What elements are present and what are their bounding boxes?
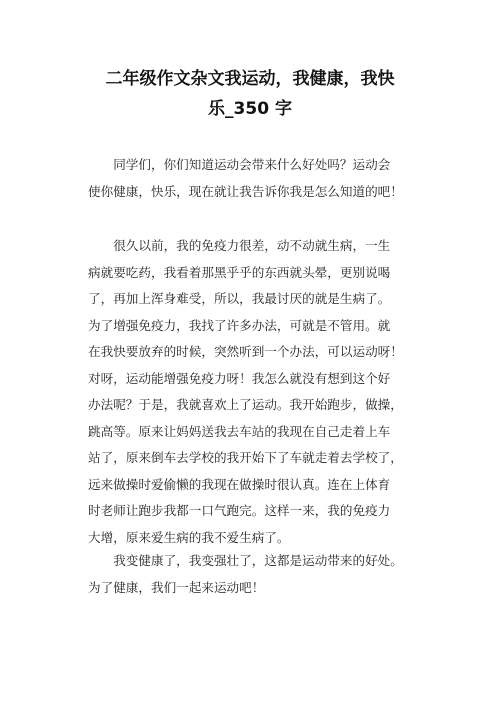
paragraph-line: 在我快要放弃的时候，突然听到一个办法，可以运动呀！ (88, 344, 403, 359)
paragraph-body (88, 233, 418, 551)
paragraph-line: 了，再加上浑身难受，所以，我最讨厌的就是生病了。 (88, 291, 391, 306)
paragraph-line: 站了，原来倒车去学校的我开始下了车就走着去学校了， (88, 450, 403, 465)
paragraph-line: 跳高等。原来让妈妈送我去车站的我现在自己走着上车 (88, 423, 391, 439)
paragraph-line: 时老师让跑步我都一口气跑完。这样一来，我的免疫力 (88, 503, 391, 518)
document-title-line-2: 乐_350 字 (208, 99, 292, 119)
paragraph-intro (88, 152, 418, 205)
paragraph-conclusion (88, 548, 418, 601)
paragraph-line: 使你健康，快乐，现在就让我告诉你我是怎么知道的吧！ (88, 183, 403, 199)
paragraph-line: 病就要吃药，我看着那黑乎乎的东西就头晕，更别说喝 (88, 264, 391, 280)
paragraph-line: 为了健康，我们一起来运动吧！ (88, 579, 265, 595)
document-title-line-1: 二年级作文杂文我运动，我健康，我快 (105, 69, 395, 89)
paragraph-line: 对呀，运动能增强免疫力呀！我怎么就没有想到这个好 (88, 370, 391, 386)
paragraph-line: 远来做操时爱偷懒的我现在做操时很认真。连在上体育 (88, 476, 391, 492)
paragraph-line: 同学们，你们知道运动会带来什么好处吗？运动会 (88, 157, 391, 172)
paragraph-line: 很久以前，我的免疫力很差，动不动就生病，一生 (88, 238, 391, 253)
paragraph-line: 为了增强免疫力，我找了许多办法，可就是不管用。就 (88, 317, 391, 333)
paragraph-line: 我变健康了，我变强壮了，这都是运动带来的好处。 (88, 553, 403, 568)
paragraph-line: 办法呢？于是，我就喜欢上了运动。我开始跑步，做操， (88, 397, 403, 412)
paragraph-line: 大增，原来爱生病的我不爱生病了。 (88, 529, 290, 545)
